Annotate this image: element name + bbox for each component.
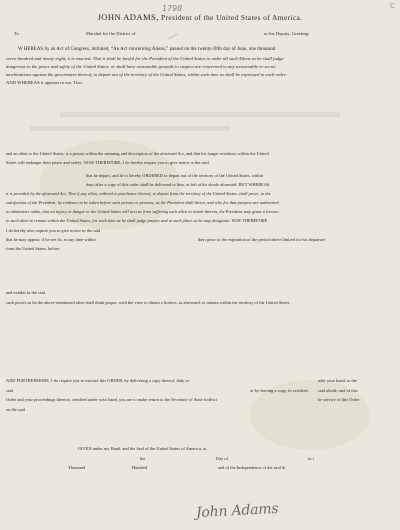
para4-line1: AND FURTHERMORE, I do require you to execute this ORDER, by delivering a copy thereof, duly ce — [6, 378, 190, 383]
address-to: To — [14, 31, 19, 36]
para2-line11: from the United States, before — [6, 246, 60, 251]
para2-line2: States will endanger their peace and safety: NOW THEREFORE, I do hereby require you to give notice to the said — [6, 160, 209, 165]
para2-line10: that he may appear, if he see fit, at any time within — [6, 237, 96, 242]
para3-line1: and exhibit to the said — [6, 290, 46, 295]
para4-line2-middle: or by leaving a copy, fo certified, — [250, 388, 309, 393]
para2-line10-continued: days prior to the expiration of the period above limited for his departure — [198, 237, 326, 242]
document-heading — [0, 12, 400, 22]
handwritten-year-annotation: 1798 — [162, 4, 183, 13]
para4-line2: said — [6, 388, 14, 393]
para1-line5: AND WHEREAS it appears to me, That — [6, 80, 82, 85]
para2-line5: it is provided by the aforesaid Act, That if any alien, ordered to purchance thereof, to depart from the territory of the United States, shall prove, to the — [6, 191, 271, 196]
para2-line1: and an alien to the United States, is a person within the meaning and description of the aforesaid Act, and that his longer residence within the United — [6, 151, 269, 156]
para1-line1: W HEREAS by an Act of Congress, intituled, “An Act concerning Aliens,” passed on the twenty-fifth day of June, one thousand — [18, 47, 276, 52]
para4-line3-continued: he service of this Order — [318, 397, 360, 402]
president-signature: John Adams — [195, 500, 279, 522]
para4-line1-continued: nder your hand, to the — [318, 378, 357, 383]
para1-line4: machinations against the government thereof, to depart out of the territory of the United States, within such time as shall be expressed in such order: — [6, 72, 288, 77]
given-hundred: Hundred — [132, 465, 148, 470]
given-the: the — [140, 456, 146, 461]
para1-line2: seven hundred and ninety-eight, it is enacted, That it shall be lawful for the President of the United States to order all such Aliens as he shall judge — [6, 56, 284, 61]
para2-line7: to administer oaths, that no injury or danger to the United States will accrue from suffering such alien to reside therein, the President may grant a licence — [6, 209, 279, 214]
para2-line9: I do hereby also require you to give notice to the said — [6, 228, 101, 233]
given-thousand: Thousand — [68, 465, 86, 470]
para1-line3: dangerous to the peace and safety of the United States, or shall have reasonable grounds to suspect are concerned in any treasonable or secret — [6, 64, 276, 69]
faded-text — [30, 126, 230, 131]
para2-line4: days after a copy of this order shall be delivered to him, or left at his abode aforesaid: BUT WHEREAS — [86, 182, 270, 187]
para3-line2: such proofs as he the above-mentioned alien shall think proper, with the view to obtain a licence, as aforesaid, to remain within the territory of the United States — [6, 300, 290, 305]
corner-mark: C — [390, 2, 395, 10]
para2-line8: to such alien to remain within the United States, for such time as he shall judge proper, and at such place as he may designate: NOW THEREFORE — [6, 218, 268, 223]
given-day-of: Day of — [216, 456, 229, 461]
given-line1: GIVEN under my Hand, and the Seal of the United States of America, at — [78, 446, 207, 451]
para4-line4: on the said — [6, 407, 26, 412]
address-marshal: Marshal for the District of — [86, 31, 136, 36]
address-deputy: or his Deputy, Greeting: — [264, 31, 310, 36]
given-in-the: in t — [308, 456, 314, 461]
president-name: JOHN ADAMS, — [97, 12, 159, 22]
heading-title: President of the United States of America. — [158, 13, 303, 22]
para2-line3: that he depart, and he is hereby ORDERED to depart out of the territory of the United States, within — [86, 173, 264, 178]
para4-line3: Order and your proceedings thereon, certified under your hand, you are to make return to the Secretary of State forthwi — [6, 397, 217, 402]
para4-line2-end: said abode; and of this — [318, 388, 358, 393]
given-independence: and of the Independence of the said St — [218, 465, 286, 470]
faded-text — [60, 112, 340, 117]
pencil-mark — [168, 34, 177, 40]
para2-line6: satisfaction of the President, by evidence to be taken before such person or persons, as the President shall direct, and who for that purpose are authorized — [6, 200, 279, 205]
